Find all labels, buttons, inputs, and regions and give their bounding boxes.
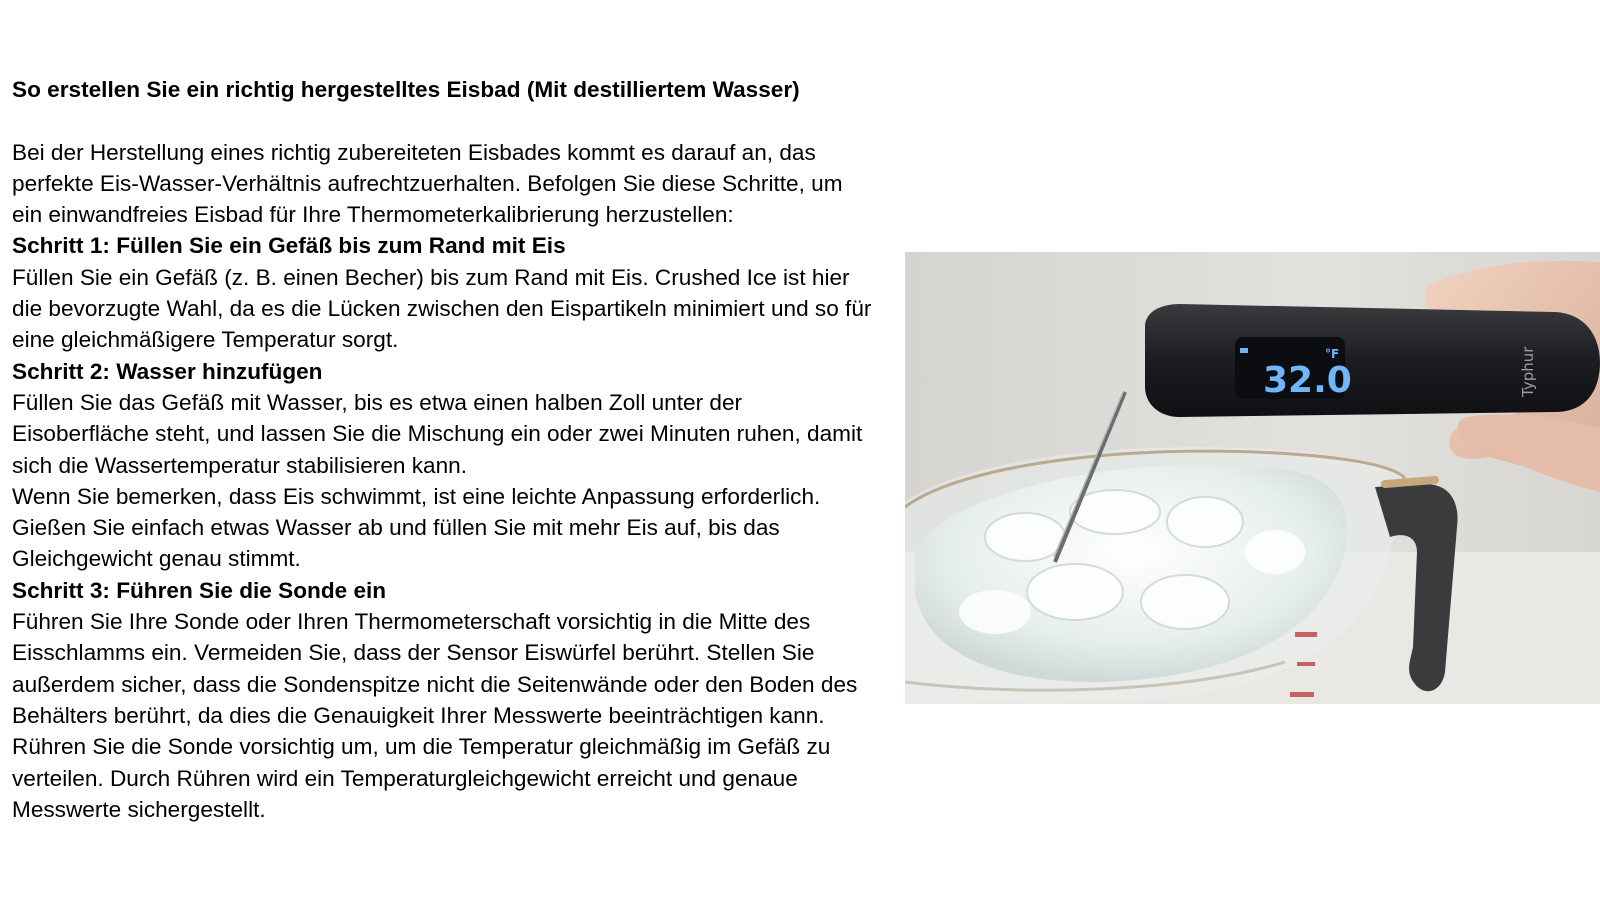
- step-2-paragraph-1: Füllen Sie das Gefäß mit Wasser, bis es etwa einen halben Zoll unter der Eisoberfläche steht, und lassen Sie die Mischung ein oder zwei Minuten ruhen, damit sich die Wassertemperatur stabilisieren kann.: [12, 389, 863, 478]
- step-2-heading: Schritt 2: Wasser hinzufügen: [12, 358, 323, 384]
- display-reading: 32.0: [1263, 360, 1352, 401]
- brand-label: Typhur: [1519, 346, 1537, 397]
- document-title: So erstellen Sie ein richtig hergestelltes Eisbad (Mit destilliertem Wasser): [12, 77, 800, 102]
- step-3-paragraph-1: Führen Sie Ihre Sonde oder Ihren Thermometerschaft vorsichtig in die Mitte des Eisschlamms ein. Vermeiden Sie, dass der Sensor Eiswürfel berührt. Stellen Sie außerdem sicher, dass die Sondenspitze nicht die Seitenwände oder den Boden des Behälters berührt, da dies die Genauigkeit Ihrer Messwerte beeinträchtigen kann.: [12, 609, 858, 728]
- step-2-paragraph-2: Wenn Sie bemerken, dass Eis schwimmt, ist eine leichte Anpassung erforderlich. Gießen Sie einfach etwas Wasser ab und füllen Sie mit mehr Eis auf, bis das Gleichgewicht genau stimmt.: [12, 483, 821, 572]
- thermometer-ice-bath-photo: [905, 252, 1600, 704]
- step-1-heading: Schritt 1: Füllen Sie ein Gefäß bis zum Rand mit Eis: [12, 233, 566, 259]
- step-1-paragraph: Füllen Sie ein Gefäß (z. B. einen Becher) bis zum Rand mit Eis. Crushed Ice ist hier die bevorzugte Wahl, da es die Lücken zwischen den Eispartikeln minimiert und so für eine gleichmäßigere Temperatur sorgt.: [12, 264, 872, 353]
- step-3-paragraph-2: Rühren Sie die Sonde vorsichtig um, um die Temperatur gleichmäßig im Gefäß zu verteilen. Durch Rühren wird ein Temperaturgleichgewicht erreicht und genaue Messwerte sichergestellt.: [12, 734, 831, 822]
- blank-line: [12, 105, 878, 136]
- document-text: [12, 74, 878, 825]
- intro-paragraph: Bei der Herstellung eines richtig zubereiteten Eisbades kommt es darauf an, das perfekte Eis-Wasser-Verhältnis aufrechtzuerhalten. Befolgen Sie diese Schritte, um ein einwandfreies Eisbad für Ihre Thermometerkalibrierung herzustellen:: [12, 139, 843, 228]
- display-unit: °F: [1325, 347, 1340, 361]
- step-3-heading: Schritt 3: Führen Sie die Sonde ein: [12, 577, 387, 603]
